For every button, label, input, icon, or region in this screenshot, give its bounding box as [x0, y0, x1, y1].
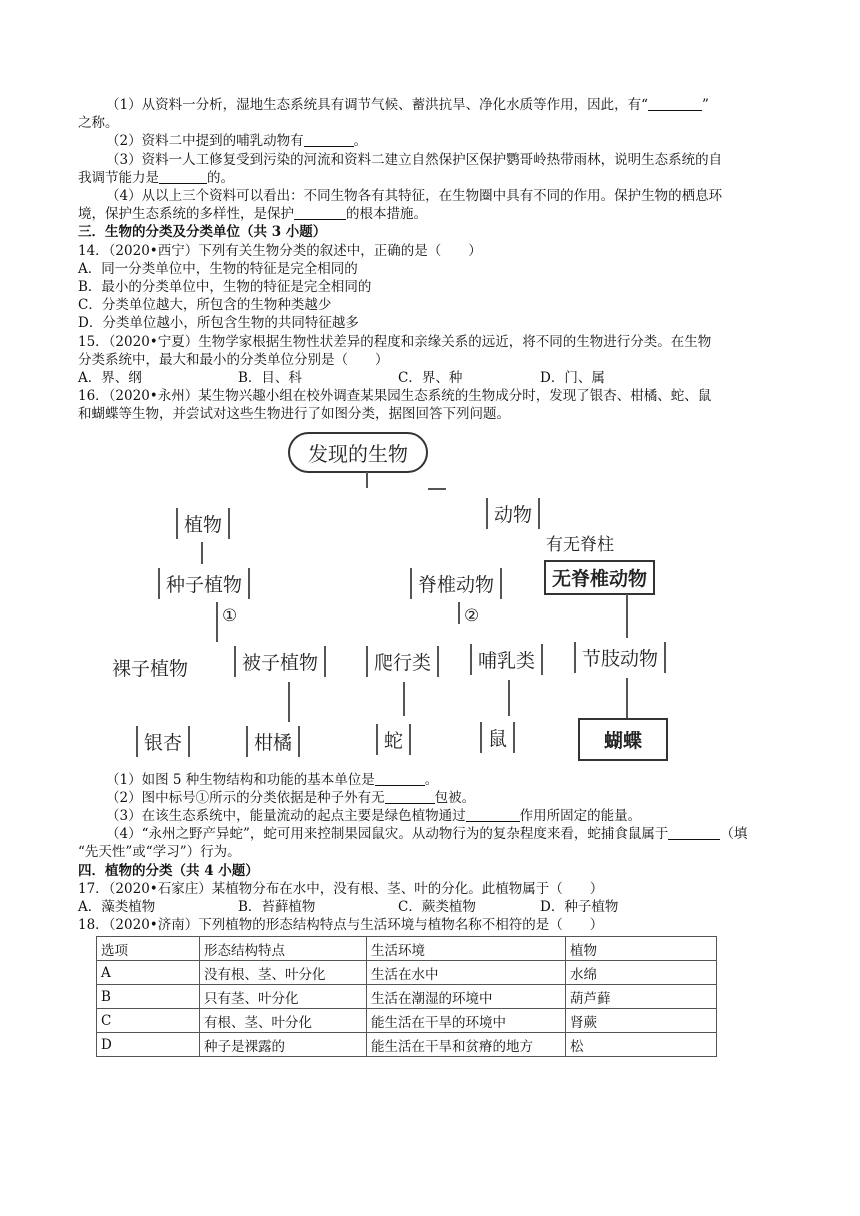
- q15-stem-2: 分类系统中，最大和最小的分类单位分别是（ ）: [78, 351, 389, 368]
- q17-option-c[interactable]: C．蕨类植物: [398, 899, 476, 916]
- q15-option-b[interactable]: B．目、科: [238, 370, 302, 387]
- answer-blank[interactable]: [159, 170, 207, 184]
- q13-part2-text: （2）资料二中提到的哺乳动物有: [106, 133, 304, 150]
- q15-option-a[interactable]: A．界、纲: [78, 370, 142, 387]
- answer-blank[interactable]: [648, 97, 702, 111]
- diagram-root: 发现的生物: [288, 432, 428, 473]
- edge: [458, 602, 460, 624]
- q17-option-d[interactable]: D．种子植物: [540, 899, 619, 916]
- q13-part2-end: 。: [353, 133, 368, 150]
- table-header-cell: 植物: [566, 937, 717, 961]
- q16-part1-end: 。: [424, 771, 439, 788]
- edge: [626, 594, 628, 638]
- q13-part4-cont: [78, 205, 788, 223]
- edge: [403, 682, 405, 716]
- table-row: [97, 985, 717, 1009]
- q17-option-a[interactable]: A．藻类植物: [78, 899, 156, 916]
- edge: [428, 488, 446, 490]
- table-row: [97, 961, 717, 985]
- q13-part3-line: [78, 151, 788, 169]
- classification-diagram: [98, 426, 698, 771]
- node-seed-plant: 种子植物: [158, 568, 250, 599]
- q13-part3-text2: 我调节能力是: [78, 169, 159, 186]
- table-cell: C: [97, 1009, 200, 1033]
- worksheet-page: [78, 96, 788, 1057]
- section-heading: 三．生物的分类及分类单位（共 3 小题）: [78, 224, 327, 241]
- table-cell: D: [97, 1033, 200, 1057]
- q13-part4-text: （4）从以上三个资料可以看出：不同生物各有其特征，在生物圈中具有不同的作用。保护生物的栖息环: [106, 188, 723, 205]
- answer-blank[interactable]: [668, 826, 720, 840]
- q13-part3-text: （3）资料一人工修复受到污染的河流和资料二建立自然保护区保护鹦哥岭热带雨林，说明生态系统的自: [106, 151, 723, 168]
- edge: [508, 680, 510, 716]
- q13-part4-end: 的根本措施。: [346, 206, 427, 223]
- table-cell: 肾蕨: [566, 1009, 717, 1033]
- q17-option-b[interactable]: B．苔藓植物: [238, 899, 316, 916]
- q16-part4-cont: [78, 843, 788, 861]
- label-backbone: 有无脊柱: [546, 534, 614, 555]
- q16-part4-note: （填: [720, 826, 748, 843]
- answer-blank[interactable]: [294, 206, 346, 220]
- answer-blank[interactable]: [375, 772, 425, 786]
- table-cell: 能生活在干旱和贫瘠的地方: [367, 1033, 566, 1057]
- q16-part2-text: （2）图中标号①所示的分类依据是种子外有无: [106, 789, 385, 806]
- q14-option-a[interactable]: A．同一分类单位中，生物的特征是完全相同的: [78, 260, 358, 277]
- q13-part4-text2: 境，保护生态系统的多样性，是保护: [78, 206, 294, 223]
- q13-part4-line: [78, 187, 788, 205]
- node-orange: 柑橘: [246, 726, 300, 757]
- node-invertebrate: 无脊椎动物: [544, 560, 655, 595]
- table-cell: 种子是裸露的: [200, 1033, 367, 1057]
- table-header-cell: 生活环境: [367, 937, 566, 961]
- label-mark-2: ②: [464, 605, 480, 626]
- node-angiosperm: 被子植物: [234, 646, 326, 677]
- q14-stem: 14．（2020•西宁）下列有关生物分类的叙述中，正确的是（ ）: [78, 242, 482, 259]
- q13-part1-line: [78, 96, 788, 114]
- q13-part1-end: 之称。: [78, 115, 119, 132]
- q17-options: [78, 898, 788, 916]
- q18-stem: 18．（2020•济南）下列植物的形态结构特点与生活环境与植物名称不相符的是（ ）: [78, 917, 604, 934]
- table-row: [97, 1033, 717, 1057]
- q16-part4-line: [78, 825, 788, 843]
- table-cell: 松: [566, 1033, 717, 1057]
- q16-part4-end: “先天性”或“学习”）行为。: [78, 844, 241, 861]
- q15-option-d[interactable]: D．门、属: [540, 370, 605, 387]
- answer-blank[interactable]: [466, 808, 520, 822]
- q13-part1-text: （1）从资料一分析，湿地生态系统具有调节气候、蓄洪抗旱、净化水质等作用，因此，有“: [106, 97, 648, 113]
- table-header-cell: 选项: [97, 937, 200, 961]
- table-cell: B: [97, 985, 200, 1009]
- node-ginkgo: 银杏: [136, 726, 190, 757]
- q17-stem: 17．（2020•石家庄）某植物分布在水中，没有根、茎、叶的分化。此植物属于（ ）: [78, 880, 604, 897]
- q13-part3-end: 的。: [207, 169, 234, 186]
- table-cell: 没有根、茎、叶分化: [200, 961, 367, 985]
- q14-option-d[interactable]: D．分类单位越小，所包含生物的共同特征越多: [78, 315, 359, 332]
- q16-part3-line: [78, 807, 788, 825]
- table-cell: 水绵: [566, 961, 717, 985]
- table-cell: 葫芦藓: [566, 985, 717, 1009]
- q14-option-b[interactable]: B．最小的分类单位中，生物的特征是完全相同的: [78, 279, 372, 296]
- table-cell: 有根、茎、叶分化: [200, 1009, 367, 1033]
- node-butterfly: 蝴蝶: [578, 718, 668, 761]
- q14-option-c[interactable]: C．分类单位越大，所包含的生物种类越少: [78, 297, 332, 314]
- q13-part3-cont: [78, 169, 788, 187]
- node-animal: 动物: [486, 498, 540, 529]
- q16-part4-text: （4）“永州之野产异蛇”，蛇可用来控制果园鼠灾。从动物行为的复杂程度来看，蛇捕食鼠属于: [106, 826, 669, 843]
- node-reptile: 爬行类: [366, 646, 439, 677]
- q16-part2-end: 包被。: [434, 789, 476, 806]
- q16-part3-text: （3）在该生态系统中，能量流动的起点主要是绿色植物通过: [106, 808, 466, 825]
- node-mammal: 哺乳类: [470, 644, 543, 675]
- table-cell: 生活在水中: [367, 961, 566, 985]
- table-header-row: [97, 937, 717, 961]
- node-plant: 植物: [176, 508, 230, 539]
- q15-stem-1: 15．（2020•宁夏）生物学家根据生物性状差异的程度和亲缘关系的远近，将不同的生物进行分类。在生物: [78, 333, 712, 350]
- edge: [201, 542, 203, 564]
- table-cell: A: [97, 961, 200, 985]
- q16-part1-line: [78, 771, 788, 789]
- table-cell: 生活在潮湿的环境中: [367, 985, 566, 1009]
- node-gymnosperm: 裸子植物: [112, 657, 189, 680]
- edge: [288, 682, 290, 722]
- q13-part1-cont: [78, 114, 788, 132]
- node-mouse: 鼠: [480, 722, 515, 753]
- q15-options: [78, 369, 788, 387]
- q15-option-c[interactable]: C．界、种: [398, 370, 463, 387]
- q13-part1-quote: ”: [702, 97, 709, 113]
- q16-stem-1: 16．（2020•永州）某生物兴趣小组在校外调查某果园生态系统的生物成分时，发现了银杏、柑橘、蛇、鼠: [78, 388, 712, 405]
- table-cell: 只有茎、叶分化: [200, 985, 367, 1009]
- q16-part1-text: （1）如图 5 种生物结构和功能的基本单位是: [106, 771, 375, 788]
- q18-table: [96, 936, 717, 1057]
- edge: [366, 472, 368, 488]
- q16-stem-2: 和蝴蝶等生物，并尝试对这些生物进行了如图分类，据图回答下列问题。: [78, 406, 510, 423]
- q13-part2-line: [78, 132, 788, 150]
- node-arthropod: 节肢动物: [574, 642, 666, 673]
- edge: [626, 678, 628, 718]
- table-header-cell: 形态结构特点: [200, 937, 367, 961]
- q16-part3-end: 作用所固定的能量。: [519, 808, 642, 825]
- table-row: [97, 1009, 717, 1033]
- label-mark-1: ①: [222, 605, 238, 626]
- node-vertebrate: 脊椎动物: [410, 568, 502, 599]
- section-heading: 四．植物的分类（共 4 小题）: [78, 862, 259, 879]
- answer-blank[interactable]: [304, 133, 354, 147]
- edge: [216, 602, 218, 642]
- table-cell: 能生活在干旱的环境中: [367, 1009, 566, 1033]
- answer-blank[interactable]: [385, 790, 435, 804]
- node-snake: 蛇: [376, 724, 411, 755]
- q16-part2-line: [78, 789, 788, 807]
